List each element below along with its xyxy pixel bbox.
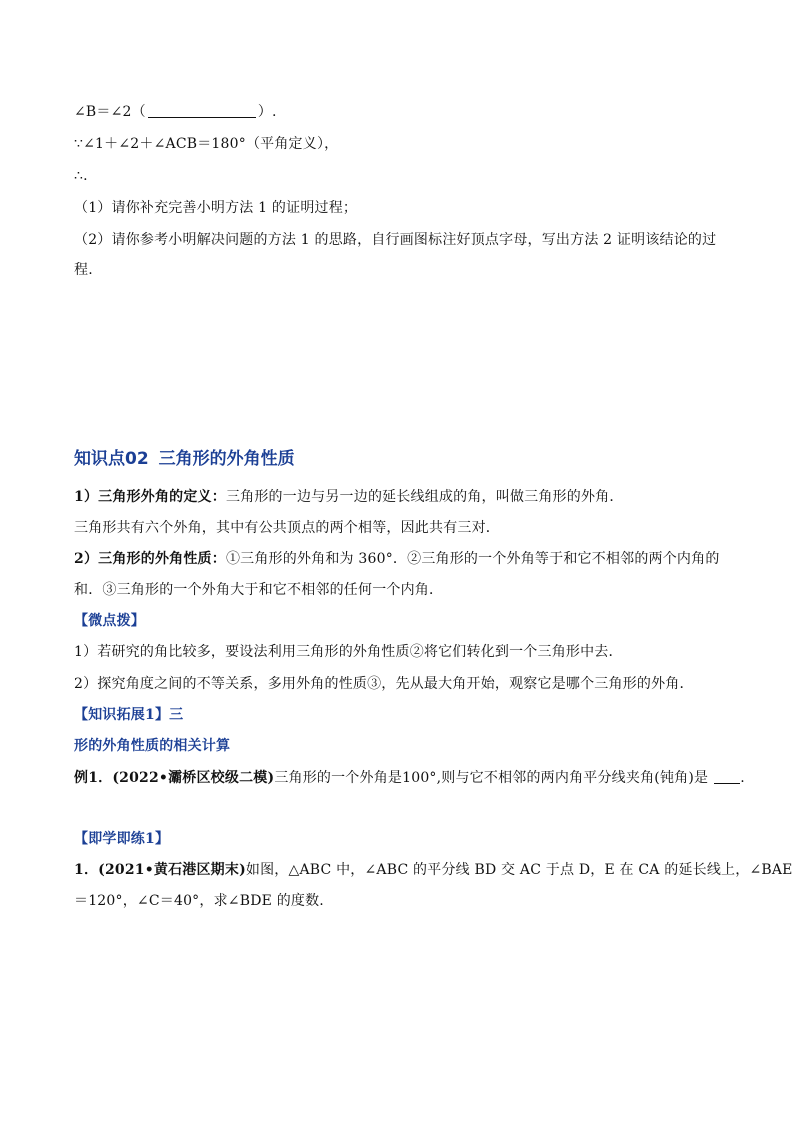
point-2-text: ①三角形的外角和为 360°．②三角形的一个外角等于和它不相邻的两个内角的 bbox=[225, 551, 720, 567]
practice-1-text: 如图，△ABC 中，∠ABC 的平分线 BD 交 AC 于点 D，E 在 CA 的延长线上，∠BAE bbox=[245, 862, 793, 878]
point-1-text: 三角形的一边与另一边的延长线组成的角，叫做三角形的外角． bbox=[225, 489, 624, 505]
example-1-label: 例1．(2022•灞桥区校级二模) bbox=[74, 770, 275, 786]
example-1-text: 三角形的一个外角是100°,则与它不相邻的两内角平分线夹角(钝角)是 bbox=[274, 770, 709, 786]
proof-line-angle-b-text: ∠B＝∠2（ bbox=[74, 104, 146, 120]
section-number: 知识点02 bbox=[74, 449, 149, 469]
question-2-line1: （2）请你参考小明解决问题的方法 1 的思路，自行画图标注好顶点字母，写出方法 2 证明该结论的过 bbox=[74, 232, 717, 248]
tip-2: 2）探究角度之间的不等关系，多用外角的性质③，先从最大角开始，观察它是哪个三角形的外角． bbox=[74, 676, 694, 692]
point-2-line2: 和．③三角形的一个外角大于和它不相邻的任何一个内角． bbox=[74, 582, 444, 598]
practice-1-line2: ＝120°，∠C＝40°，求∠BDE 的度数. bbox=[74, 893, 324, 909]
tips-label: 【微点拨】 bbox=[74, 613, 145, 629]
proof-line-angle-b-end: ）. bbox=[257, 104, 277, 120]
question-2-line2: 程. bbox=[74, 262, 93, 278]
proof-line-therefore: ∴. bbox=[74, 168, 88, 184]
example-1 bbox=[74, 768, 745, 788]
practice-1-label: 1．(2021•黄石港区期末) bbox=[74, 862, 246, 878]
point-2-label: 2）三角形的外角性质： bbox=[74, 551, 226, 567]
example-answer-blank[interactable] bbox=[714, 769, 740, 784]
tip-1: 1）若研究的角比较多，要设法利用三角形的外角性质②将它们转化到一个三角形中去． bbox=[74, 644, 623, 660]
example-1-end: . bbox=[740, 770, 745, 786]
question-1: （1）请你补充完善小明方法 1 的证明过程； bbox=[74, 200, 358, 216]
proof-line-angle-b bbox=[74, 102, 277, 122]
answer-blank[interactable] bbox=[148, 103, 256, 118]
point-1 bbox=[74, 487, 624, 507]
proof-line-sum: ∵∠1＋∠2＋∠ACB＝180°（平角定义）， bbox=[74, 136, 339, 152]
point-1-line2: 三角形共有六个外角，其中有公共顶点的两个相等，因此共有三对． bbox=[74, 520, 500, 536]
practice-1 bbox=[74, 860, 793, 880]
point-1-label: 1）三角形外角的定义： bbox=[74, 489, 226, 505]
section-heading bbox=[74, 447, 295, 471]
section-title: 三角形的外角性质 bbox=[158, 449, 295, 469]
extension-label-line2: 形的外角性质的相关计算 bbox=[74, 738, 231, 754]
point-2 bbox=[74, 549, 720, 569]
extension-label-line1: 【知识拓展1】三 bbox=[74, 707, 184, 723]
practice-label: 【即学即练1】 bbox=[74, 831, 170, 847]
